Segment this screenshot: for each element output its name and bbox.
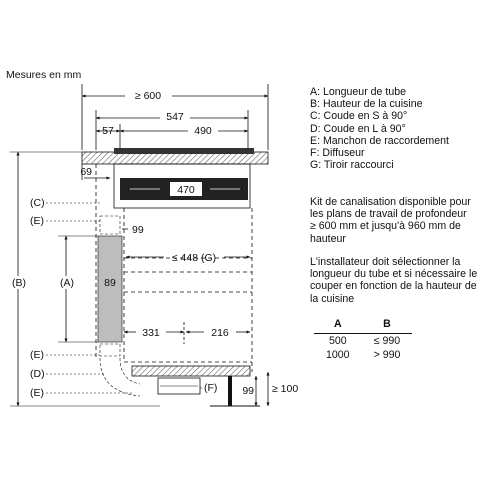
callout-e-bot (30, 387, 134, 399)
dim-89: 89 (104, 277, 116, 289)
svg-text:(E): (E) (30, 387, 44, 399)
table-header: B (383, 318, 391, 330)
svg-text:(E): (E) (30, 349, 44, 361)
worktop (82, 148, 268, 164)
svg-text:(C): (C) (30, 197, 45, 209)
callout-e-mid (30, 349, 100, 361)
hob-unit (114, 164, 250, 208)
svg-text:(E): (E) (30, 215, 44, 227)
dim-331-216 (124, 322, 250, 344)
svg-text:(F): (F) (204, 382, 218, 394)
dim-bottom-heights (242, 372, 298, 406)
callout-f (200, 382, 217, 394)
legend-item: B: Hauteur de la cuisine (310, 98, 423, 111)
legend (310, 86, 495, 171)
svg-text:≥ 600: ≥ 600 (134, 90, 162, 102)
callout-d (30, 368, 104, 380)
callout-c (30, 197, 100, 209)
svg-text:547: 547 (166, 111, 184, 123)
svg-text:(D): (D) (30, 368, 45, 380)
svg-text:57: 57 (102, 125, 114, 137)
svg-text:216: 216 (211, 327, 229, 339)
svg-text:≤ 448 (G): ≤ 448 (G) (171, 252, 217, 264)
a-b-table (314, 318, 412, 362)
svg-text:≥ 100: ≥ 100 (272, 383, 299, 395)
plinth-diffuser (132, 366, 260, 406)
svg-text:(A): (A) (60, 277, 74, 289)
dim-57-490 (96, 124, 248, 150)
dim-a-length (56, 236, 98, 342)
dim-gap-99 (122, 224, 144, 236)
svg-text:470: 470 (177, 184, 195, 196)
legend-item: E: Manchon de raccordement (310, 134, 449, 147)
svg-text:69: 69 (80, 166, 92, 178)
table-row: 500 ≤ 990 (328, 335, 401, 347)
svg-text:99: 99 (242, 385, 254, 397)
legend-item: G: Tiroir raccourci (310, 159, 394, 172)
units-title: Mesures en mm (6, 69, 82, 81)
dim-547 (96, 110, 248, 150)
dim-69 (80, 164, 110, 180)
note-installer: L'installateur doit sélectionner la longueur du tube et si nécessaire le couper en fonction de la hauteur de la cuisine (310, 256, 478, 305)
svg-text:490: 490 (194, 125, 212, 137)
legend-item: A: Longueur de tube (310, 86, 407, 98)
legend-item: F: Diffuseur (310, 147, 365, 160)
legend-item: C: Coude en S à 90° (310, 110, 408, 123)
table-header: A (333, 318, 342, 330)
svg-text:99: 99 (132, 224, 144, 236)
svg-text:331: 331 (142, 327, 160, 339)
svg-text:(B): (B) (12, 277, 26, 289)
callout-e-top (30, 215, 100, 227)
legend-item: D: Coude en L à 90° (310, 122, 406, 135)
table-row: 1000 > 990 (326, 349, 401, 361)
note-kit: Kit de canalisation disponible pour les plans de travail de profondeur ≥ 600 mm et jusqu'à 960 mm de hauteur (310, 196, 471, 245)
